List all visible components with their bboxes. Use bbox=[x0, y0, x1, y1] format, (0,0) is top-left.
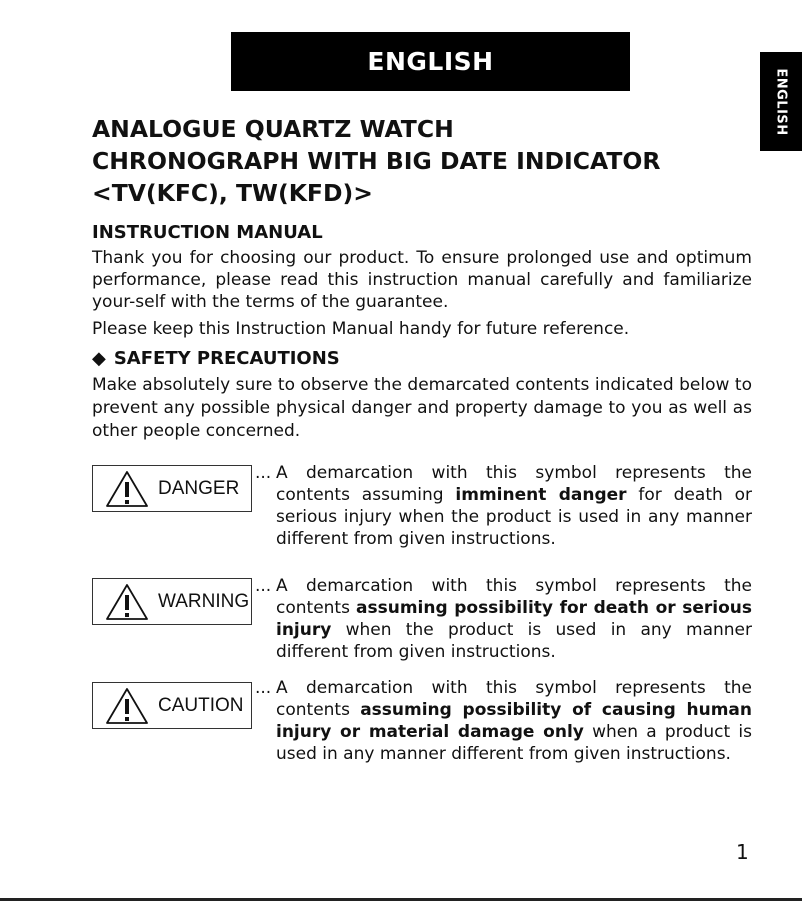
diamond-bullet-icon: ◆ bbox=[92, 348, 106, 369]
warning-text-b: when the product is used in any manner different from given instructions. bbox=[276, 620, 752, 662]
side-language-tab bbox=[760, 52, 802, 151]
language-banner bbox=[231, 32, 630, 91]
warning-text-bold: assuming possibility for death or serious injury bbox=[276, 598, 752, 640]
danger-text-b: for death or serious injury when the product is used in any manner different from given instructions. bbox=[276, 485, 752, 549]
warning-symbol-box bbox=[92, 578, 252, 625]
document-title bbox=[92, 113, 752, 209]
caution-text-bold: assuming possibility of causing human injury or material damage only bbox=[276, 700, 752, 742]
caution-text-b: when a product is used in any manner different from given instructions. bbox=[276, 722, 752, 764]
warning-triangle-icon bbox=[105, 687, 149, 725]
warning-text-a: A demarcation with this symbol represents the contents bbox=[276, 576, 752, 618]
keep-manual-paragraph: Please keep this Instruction Manual handy for future reference. bbox=[92, 319, 630, 339]
title-line-1: ANALOGUE QUARTZ WATCH bbox=[92, 115, 454, 143]
danger-label: DANGER bbox=[158, 477, 240, 499]
intro-paragraph: Thank you for choosing our product. To ensure prolonged use and optimum performance, please read this instruction manual carefully and familiarize your-self with the terms of the guarantee. bbox=[92, 248, 752, 312]
warning-triangle-icon bbox=[105, 583, 149, 621]
danger-symbol-box bbox=[92, 465, 252, 512]
caution-description bbox=[276, 677, 752, 765]
caution-ellipsis: ... bbox=[255, 678, 272, 698]
danger-description bbox=[276, 462, 752, 550]
instruction-manual-heading: INSTRUCTION MANUAL bbox=[92, 222, 323, 243]
safety-paragraph: Make absolutely sure to observe the demarcated contents indicated below to prevent any possible physical danger and property damage to you as well as other people concerned. bbox=[92, 375, 752, 441]
caution-symbol-box bbox=[92, 682, 252, 729]
warning-triangle-icon bbox=[105, 470, 149, 508]
title-line-3: <TV(KFC), TW(KFD)> bbox=[92, 179, 373, 207]
danger-text-bold: imminent danger bbox=[455, 485, 627, 505]
safety-precautions-heading-text: SAFETY PRECAUTIONS bbox=[113, 348, 340, 369]
danger-ellipsis: ... bbox=[255, 463, 272, 483]
warning-description bbox=[276, 575, 752, 663]
page-number: 1 bbox=[736, 840, 749, 864]
caution-label: CAUTION bbox=[158, 694, 244, 716]
warning-ellipsis: ... bbox=[255, 576, 272, 596]
language-banner-label: ENGLISH bbox=[367, 47, 494, 76]
danger-text-a: A demarcation with this symbol represents the contents assuming bbox=[276, 463, 752, 505]
safety-precautions-heading bbox=[92, 346, 340, 372]
caution-text-a: A demarcation with this symbol represents the contents bbox=[276, 678, 752, 720]
warning-label: WARNING bbox=[158, 590, 250, 612]
side-language-tab-label: ENGLISH bbox=[773, 67, 789, 136]
title-line-2: CHRONOGRAPH WITH BIG DATE INDICATOR bbox=[92, 147, 661, 175]
